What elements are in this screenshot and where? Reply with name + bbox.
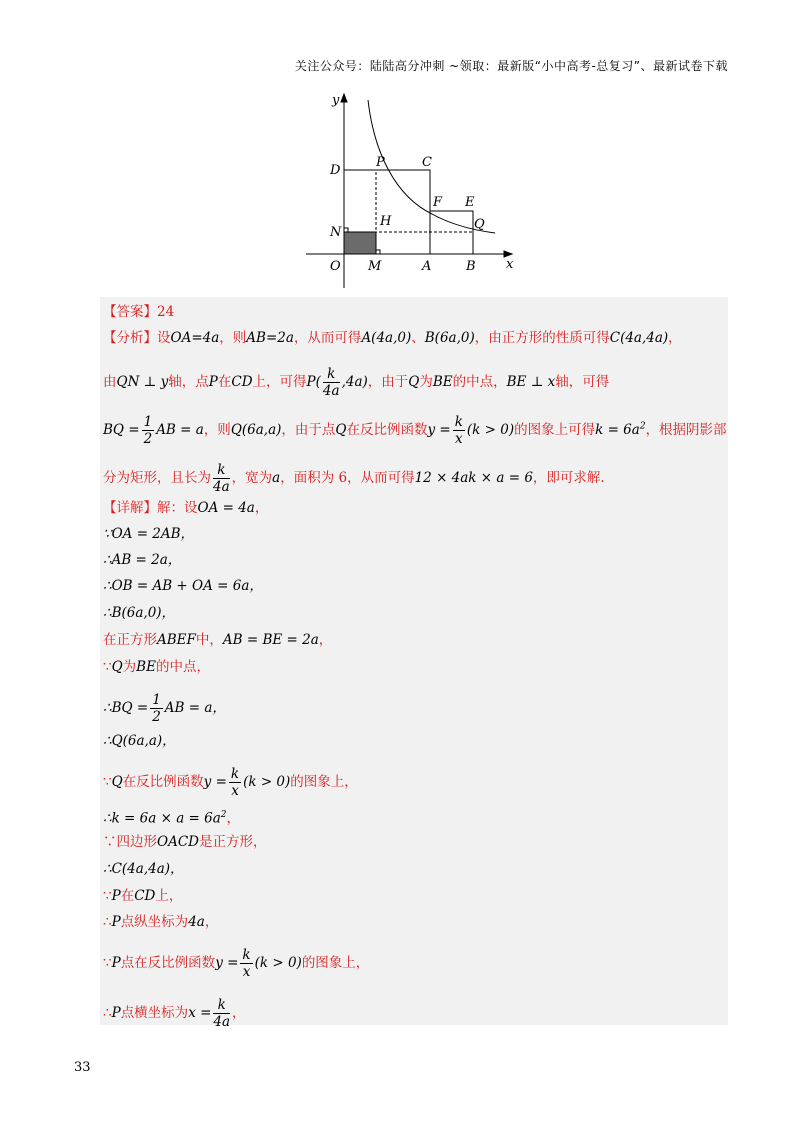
t: ∵ xyxy=(103,774,112,790)
label-N: N xyxy=(330,225,342,240)
t: ，则 xyxy=(203,422,231,438)
detail-line-6 xyxy=(103,630,332,650)
fraction xyxy=(453,414,465,447)
t: 的中点， xyxy=(452,374,507,390)
m: 2 xyxy=(152,709,161,725)
m: x xyxy=(455,431,463,447)
m: k = 6a xyxy=(595,422,640,438)
m: OA xyxy=(170,330,192,346)
t: ，则 xyxy=(219,330,247,346)
m: =2 xyxy=(265,330,286,346)
m: x = xyxy=(188,1005,212,1021)
t: ， xyxy=(254,500,269,516)
label-H: H xyxy=(380,214,392,229)
detail-line-15 xyxy=(103,912,218,932)
t: ，面积为 6，从而可得 xyxy=(280,470,415,486)
m: P xyxy=(111,955,121,971)
m: AB = BE = 2a xyxy=(222,632,319,648)
t: ∴ xyxy=(103,1005,112,1021)
m: CD xyxy=(231,374,253,390)
m: Q xyxy=(111,774,123,790)
t: ，由于 xyxy=(367,374,409,390)
t: ，即可求解. xyxy=(532,470,605,486)
t: 的中点， xyxy=(155,659,210,675)
m: y = xyxy=(427,422,451,438)
m: P xyxy=(111,888,121,904)
analysis-line-2: 由QN ⊥ y轴，点P在CD上，可得P( $\frac{k}{4a}$ ,4a)，由于Q为BE的中点，BE ⊥ x轴，可得 xyxy=(103,366,610,399)
m: Q xyxy=(335,422,347,438)
m: a xyxy=(211,330,220,346)
label-C: C xyxy=(422,155,432,170)
t: ∵ xyxy=(103,659,112,675)
t: ， xyxy=(226,810,241,827)
answer-value: 24 xyxy=(157,304,175,320)
t: ∵ xyxy=(103,888,112,904)
label-E: E xyxy=(465,195,475,210)
label-D: D xyxy=(330,163,341,178)
fraction xyxy=(229,766,241,799)
m: k xyxy=(323,366,340,383)
analysis-line-4 xyxy=(103,462,605,495)
m: AB = a xyxy=(156,422,204,438)
t: 中， xyxy=(195,632,223,648)
m: a xyxy=(272,470,281,486)
m: k xyxy=(213,997,230,1014)
t: ∵ xyxy=(103,955,112,971)
label-x: x xyxy=(506,257,514,272)
m: (k > 0) xyxy=(243,774,291,790)
m: 4a xyxy=(213,479,230,495)
page-header: 关注公众号：陆陆高分冲刺 ~领取：最新版“小中高考-总复习”、最新试卷下载 xyxy=(294,59,728,73)
detail-line-4: ∴OB = AB + OA = 6a， xyxy=(103,578,263,594)
t: ， xyxy=(668,330,682,346)
t: ，宽为 xyxy=(231,470,273,486)
t: 点在反比例函数 xyxy=(120,955,216,971)
m: ,4a) xyxy=(341,374,368,390)
m: 1 xyxy=(143,414,153,430)
t: 点横坐标为 xyxy=(120,1005,189,1021)
m: 2 xyxy=(220,810,227,820)
m: 1 xyxy=(152,692,161,708)
detail-line-12 xyxy=(103,832,266,852)
fraction xyxy=(213,997,230,1030)
label-Q: Q xyxy=(474,217,485,232)
detail-line-8 xyxy=(103,692,226,725)
t: ，由正方形的性质可得 xyxy=(474,330,610,346)
m: BE xyxy=(136,659,156,675)
m: (k > 0) xyxy=(466,422,515,438)
detail-line-16 xyxy=(103,947,369,980)
label-y: y xyxy=(332,93,340,108)
analysis-tag: 【分析】 xyxy=(103,330,157,346)
m: BE xyxy=(432,374,453,390)
t: 分为矩形，且长为 xyxy=(103,470,211,486)
m: C(4a,4a) xyxy=(609,330,669,346)
t: ， xyxy=(232,1005,246,1021)
t: 在反比例函数 xyxy=(122,774,204,790)
m: B(6a,0) xyxy=(424,330,475,346)
m: BE ⊥ x xyxy=(506,374,556,390)
m: Q xyxy=(111,659,123,675)
m: BQ = xyxy=(103,422,140,438)
m: 4a xyxy=(213,1014,231,1030)
m: Q(6a,a) xyxy=(230,422,282,438)
t: 点纵坐标为 xyxy=(120,914,189,930)
t: 上， xyxy=(155,888,183,904)
t: ，根据阴影部 xyxy=(645,422,727,438)
m: AB xyxy=(246,330,266,346)
m: x xyxy=(242,964,251,980)
t: 设 xyxy=(157,330,171,346)
fraction xyxy=(150,692,163,725)
page-number: 33 xyxy=(74,1060,91,1075)
detail-line-10 xyxy=(103,766,358,799)
detail-line-14 xyxy=(103,886,182,906)
m: y = xyxy=(215,955,239,971)
fraction xyxy=(323,366,340,399)
t: ， xyxy=(204,914,219,930)
m: QN ⊥ y xyxy=(116,374,169,390)
m: P xyxy=(306,374,316,390)
detail-line-11 xyxy=(103,805,240,829)
m: k xyxy=(454,414,463,430)
detail-line-1 xyxy=(103,498,268,518)
t: 的图象上， xyxy=(301,955,370,971)
m: P xyxy=(111,914,121,930)
m: y = xyxy=(203,774,227,790)
t: 由 xyxy=(103,374,117,390)
detail-line-9: ∴Q(6a,a)， xyxy=(103,733,176,749)
m: OACD xyxy=(157,834,199,850)
m: k xyxy=(242,947,251,963)
shaded-rectangle xyxy=(344,232,376,254)
detail-line-2: ∵OA = 2AB， xyxy=(103,526,195,542)
m: P xyxy=(111,1005,121,1021)
t: 轴，可得 xyxy=(555,374,610,390)
detail-line-17 xyxy=(103,997,246,1030)
answer-line xyxy=(103,302,174,322)
geometry-figure xyxy=(300,92,530,292)
t: 、 xyxy=(411,330,425,346)
t: 轴，点 xyxy=(168,374,209,390)
t: 上，可得 xyxy=(252,374,307,390)
label-A: A xyxy=(422,259,432,274)
m: 4a xyxy=(322,383,340,399)
t: 为 xyxy=(419,374,433,390)
t: 在正方形 xyxy=(103,632,157,648)
m: k xyxy=(213,462,230,479)
m: x xyxy=(231,783,239,799)
m: AB = a， xyxy=(164,700,226,716)
m: 2 xyxy=(143,431,153,447)
t: ∵四边形 xyxy=(103,834,157,850)
m: 2 xyxy=(639,421,646,432)
t: ，从而可得 xyxy=(293,330,362,346)
m: OA = 4a xyxy=(197,500,255,516)
detail-line-13: ∴C(4a,4a)， xyxy=(103,861,184,877)
t: 为 xyxy=(122,659,137,675)
answer-tag: 【答案】 xyxy=(103,304,157,320)
t: 在 xyxy=(120,888,135,904)
label-F: F xyxy=(433,195,443,210)
label-B: B xyxy=(466,259,476,274)
detail-line-3: ∴AB = 2a， xyxy=(103,552,182,568)
label-P: P xyxy=(376,155,385,170)
analysis-line-3 xyxy=(103,414,727,447)
t: 在反比例函数 xyxy=(346,422,428,438)
t: ，由于点 xyxy=(281,422,336,438)
detail-line-5: ∴B(6a,0)， xyxy=(103,605,176,621)
m: P xyxy=(208,374,218,390)
t: 是正方形， xyxy=(198,834,267,850)
label-O: O xyxy=(330,259,341,274)
t: 的图象上， xyxy=(290,774,358,790)
t: 的图象上可得 xyxy=(514,422,596,438)
t: ， xyxy=(318,632,333,648)
detail-line-7 xyxy=(103,657,210,677)
m: (k > 0) xyxy=(254,955,302,971)
analysis-line-1 xyxy=(103,328,682,348)
m: ∴BQ = xyxy=(103,700,149,716)
m: 12 × 4ak × a = 6 xyxy=(414,470,533,486)
t: ∴ xyxy=(103,914,112,930)
fraction xyxy=(213,462,230,495)
m: 4a xyxy=(188,914,205,930)
m: A(4a,0) xyxy=(361,330,412,346)
m: k xyxy=(230,766,240,782)
detail-tag: 【详解】 xyxy=(103,500,157,516)
m: ABEF xyxy=(157,632,196,648)
label-M: M xyxy=(368,259,382,274)
m: ∴k = 6a × a = 6a xyxy=(103,810,221,827)
t: 在 xyxy=(217,374,232,390)
m: Q xyxy=(408,374,420,390)
m: a xyxy=(285,330,294,346)
t: 解：设 xyxy=(157,500,198,516)
fraction xyxy=(240,947,252,980)
fraction xyxy=(142,414,155,447)
m: =4 xyxy=(191,330,212,346)
m: CD xyxy=(134,888,156,904)
